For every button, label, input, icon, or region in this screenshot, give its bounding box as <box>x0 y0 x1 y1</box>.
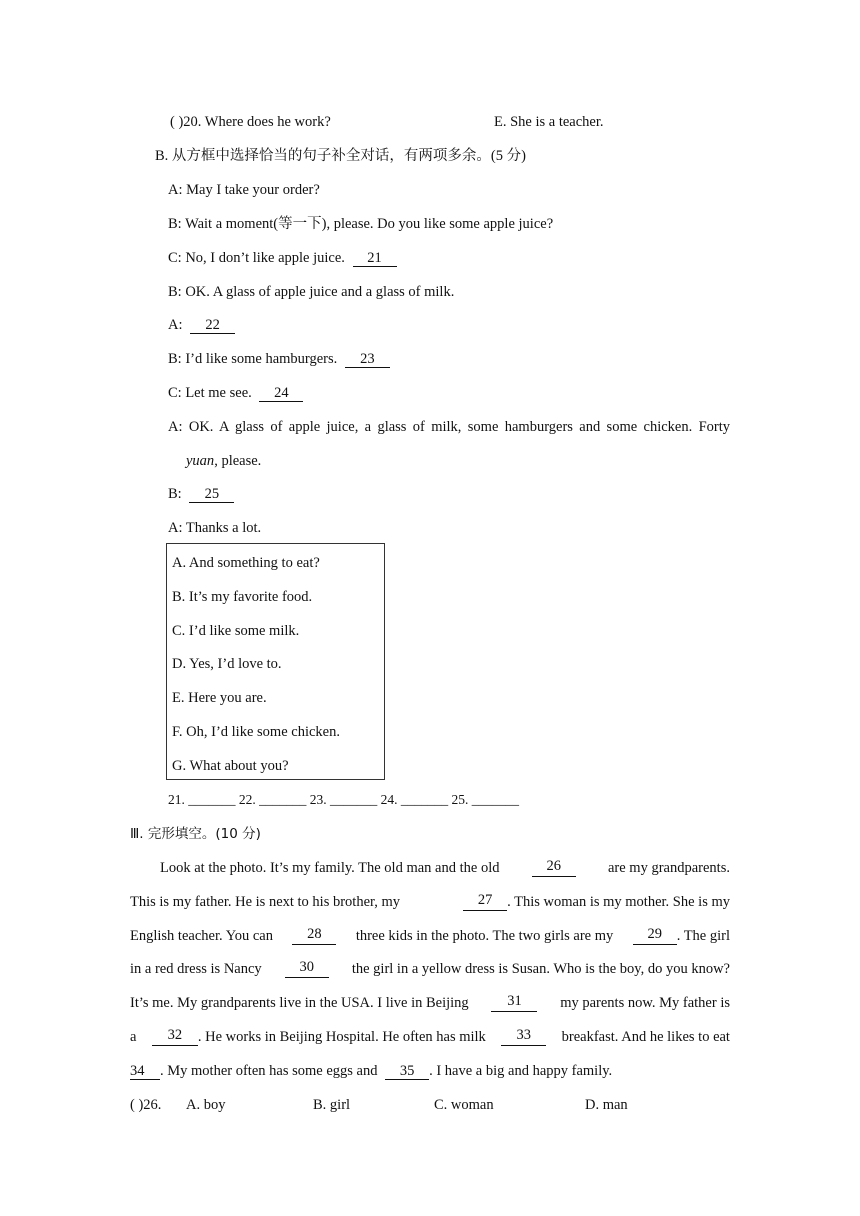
option-f: F. Oh, I’d like some chicken. <box>172 724 340 740</box>
q26-option-a[interactable]: A. boy <box>186 1097 226 1113</box>
option-e-answer: E. She is a teacher. <box>494 114 604 130</box>
passage-line-1: Look at the photo. It’s my family. The old man and the old 26 are my grandparents. <box>160 858 730 876</box>
answer-paren[interactable]: ( ) <box>130 1097 144 1113</box>
passage-line-7: 34 . My mother often has some eggs and 35 . I have a big and happy family. <box>130 1063 613 1079</box>
dialogue-line-5: A: 22 <box>168 316 235 334</box>
option-b: B. It’s my favorite food. <box>172 589 313 605</box>
passage-line-6: a 32 . He works in Beijing Hospital. He often has milk 33 breakfast. And he likes to eat <box>130 1027 730 1045</box>
blank-28[interactable]: 28 <box>292 927 336 945</box>
dialogue-line-8b: yuan, please. <box>186 453 262 469</box>
blank-25[interactable]: 25 <box>189 487 234 503</box>
blank-31[interactable]: 31 <box>491 994 537 1012</box>
dialogue-line-8a: A: OK. A glass of apple juice, a glass of milk, some hamburgers and some chicken. Forty <box>168 419 730 435</box>
dialogue-line-3: C: No, I don’t like apple juice. 21 <box>168 249 397 267</box>
section-b-title: B. 从方框中选择恰当的句子补全对话，有两项多余。(5 分) <box>155 148 526 164</box>
blank-21[interactable]: 21 <box>353 251 397 267</box>
answer-paren: ( ) <box>170 114 184 130</box>
q26-option-b[interactable]: B. girl <box>313 1097 351 1113</box>
passage-line-4: in a red dress is Nancy 30 the girl in a yellow dress is Susan. Who is the boy, do you know? <box>130 959 730 977</box>
dialogue-line-7: C: Let me see. 24 <box>168 384 303 402</box>
dialogue-line-2: B: Wait a moment(等一下), please. Do you like some apple juice? <box>168 216 554 232</box>
option-c: C. I’d like some milk. <box>172 623 300 639</box>
option-d: D. Yes, I’d love to. <box>172 656 282 672</box>
passage-line-2: This is my father. He is next to his brother, my 27 . This woman is my mother. She is my <box>130 892 730 910</box>
dialogue-line-1: A: May I take your order? <box>168 182 320 198</box>
blank-22[interactable]: 22 <box>190 318 235 334</box>
blank-23[interactable]: 23 <box>345 352 390 368</box>
dialogue-line-10: A: Thanks a lot. <box>168 520 262 536</box>
question-26: ( )26. <box>130 1097 162 1113</box>
option-e: E. Here you are. <box>172 690 267 706</box>
option-g: G. What about you? <box>172 758 289 774</box>
blank-32[interactable]: 32 <box>152 1028 198 1046</box>
option-a: A. And something to eat? <box>172 555 320 571</box>
blank-29[interactable]: 29 <box>633 927 677 945</box>
passage-line-3: English teacher. You can 28 three kids in the photo. The two girls are my 29 . The girl <box>130 926 730 944</box>
blank-35[interactable]: 35 <box>385 1064 429 1080</box>
blank-27[interactable]: 27 <box>463 893 507 911</box>
question-text: 20. Where does he work? <box>183 114 331 130</box>
blank-26[interactable]: 26 <box>532 859 576 877</box>
q26-option-d[interactable]: D. man <box>585 1097 628 1113</box>
blank-30[interactable]: 30 <box>285 960 329 978</box>
q26-option-c[interactable]: C. woman <box>434 1097 494 1113</box>
passage-line-5: It’s me. My grandparents live in the USA. I live in Beijing 31 my parents now. My father is <box>130 993 730 1011</box>
section-3-title: Ⅲ. 完形填空。(10 分) <box>130 826 261 842</box>
blank-33[interactable]: 33 <box>501 1028 546 1046</box>
dialogue-line-9: B: 25 <box>168 485 234 503</box>
dialogue-line-4: B: OK. A glass of apple juice and a glass of milk. <box>168 284 455 300</box>
dialogue-line-6: B: I’d like some hamburgers. 23 <box>168 350 390 368</box>
question-20 <box>170 113 331 131</box>
blank-34[interactable]: 34 <box>130 1064 160 1080</box>
blank-24[interactable]: 24 <box>259 386 303 402</box>
answer-blanks-line[interactable]: 21. _______ 22. _______ 23. _______ 24. _______ 25. _______ <box>168 792 519 807</box>
